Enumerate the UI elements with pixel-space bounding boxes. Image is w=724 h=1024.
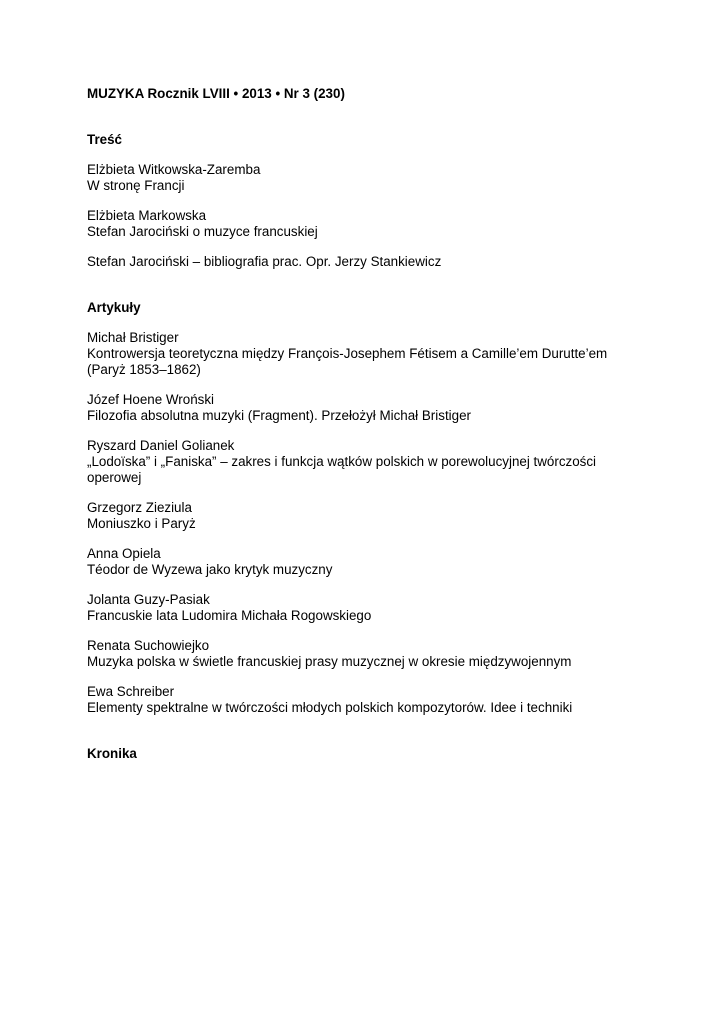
entry-title: „Lodoïska” i „Faniska” – zakres i funkcja wątków polskich w porewolucyjnej twórczości [87, 454, 597, 469]
entry-author: Michał Bristiger [87, 330, 179, 345]
toc-entry [87, 208, 687, 240]
entry-title: Stefan Jarociński – bibliografia prac. Opr. Jerzy Stankiewicz [87, 254, 442, 269]
entry-title-continuation: operowej [87, 470, 142, 485]
section-heading-tresc: Treść [87, 132, 122, 147]
entry-title: Moniuszko i Paryż [87, 516, 196, 531]
entry-title: Elementy spektralne w twórczości młodych polskich kompozytorów. Idee i techniki [87, 700, 573, 715]
article-entry [87, 592, 687, 624]
entry-title: Filozofia absolutna muzyki (Fragment). Przełożył Michał Bristiger [87, 408, 471, 423]
entry-author: Elżbieta Witkowska-Zaremba [87, 162, 261, 177]
journal-issue-title: MUZYKA Rocznik LVIII • 2013 • Nr 3 (230) [87, 86, 345, 101]
article-entry [87, 500, 687, 532]
article-entry [87, 546, 687, 578]
document-page [87, 86, 687, 762]
entry-title: Muzyka polska w świetle francuskiej prasy muzycznej w okresie międzywojennym [87, 654, 572, 669]
entry-title-continuation: (Paryż 1853–1862) [87, 362, 201, 377]
article-entry [87, 638, 687, 670]
entry-author: Anna Opiela [87, 546, 161, 561]
entry-author: Grzegorz Zieziula [87, 500, 192, 515]
entry-author: Ewa Schreiber [87, 684, 175, 699]
entry-author: Renata Suchowiejko [87, 638, 210, 653]
entry-title: Téodor de Wyzewa jako krytyk muzyczny [87, 562, 333, 577]
entry-title: Francuskie lata Ludomira Michała Rogowskiego [87, 608, 372, 623]
entry-title: Kontrowersja teoretyczna między François-Josephem Fétisem a Camille’em Durutte’em [87, 346, 608, 361]
section-heading-artykuly: Artykuły [87, 300, 141, 315]
section-heading-kronika: Kronika [87, 746, 137, 761]
article-entry [87, 438, 687, 486]
entry-author: Ryszard Daniel Golianek [87, 438, 235, 453]
entry-author: Józef Hoene Wroński [87, 392, 215, 407]
entry-title: Stefan Jarociński o muzyce francuskiej [87, 224, 318, 239]
article-entry [87, 330, 687, 378]
entry-title: W stronę Francji [87, 178, 185, 193]
entry-author: Elżbieta Markowska [87, 208, 207, 223]
article-entry [87, 392, 687, 424]
toc-entry [87, 162, 687, 194]
toc-entry [87, 254, 687, 270]
article-entry [87, 684, 687, 716]
entry-author: Jolanta Guzy-Pasiak [87, 592, 210, 607]
